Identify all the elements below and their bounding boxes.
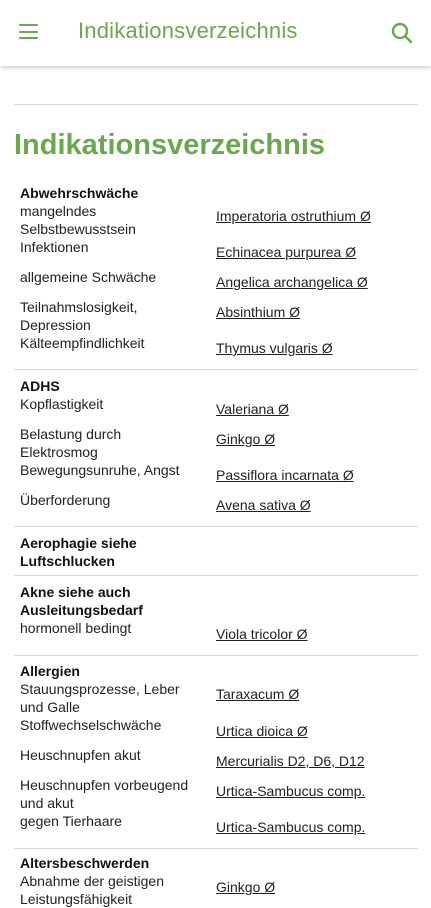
indication-text: gegen Tierhaare	[20, 813, 122, 829]
indication-text: Heuschnupfen akut	[20, 747, 141, 763]
remedy-link[interactable]: Avena sativa Ø	[216, 497, 311, 513]
section-divider	[14, 848, 418, 849]
remedy-link[interactable]: Passiflora incarnata Ø	[216, 467, 354, 483]
section-divider	[14, 575, 418, 576]
indication-text: Stoffwechselschwäche	[20, 717, 162, 733]
page-title: Indikationsverzeichnis	[14, 129, 326, 161]
section-heading: Abwehrschwäche	[20, 185, 139, 201]
indication-text: Kopflastigkeit	[20, 396, 104, 412]
remedy-link[interactable]: Valeriana Ø	[216, 401, 289, 417]
remedy-link[interactable]: Imperatoria ostruthium Ø	[216, 208, 371, 224]
remedy-link[interactable]: Urtica-Sambucus comp.	[216, 783, 366, 799]
remedy-link[interactable]: Urtica-Sambucus comp.	[216, 819, 366, 835]
remedy-link[interactable]: Absinthium Ø	[216, 304, 301, 320]
section-divider	[14, 655, 418, 656]
remedy-link[interactable]: Echinacea purpurea Ø	[216, 244, 357, 260]
remedy-link[interactable]: Taraxacum Ø	[216, 686, 300, 702]
remedy-link[interactable]: Angelica archangelica Ø	[216, 274, 368, 290]
app-bar	[0, 0, 431, 66]
indication-text: mangelndes Selbstbewusstsein	[20, 203, 136, 237]
top-divider	[14, 104, 418, 105]
section-heading: Allergien	[20, 663, 80, 679]
section-divider	[14, 526, 418, 527]
remedy-link[interactable]: Ginkgo Ø	[216, 879, 276, 895]
indication-text: Kälteempfindlichkeit	[20, 335, 145, 351]
indication-text: Teilnahmslosigkeit, Depression	[20, 299, 138, 333]
indication-text: Bewegungsunruhe, Angst	[20, 462, 180, 478]
section-heading: ADHS	[20, 378, 60, 394]
remedy-link[interactable]: Viola tricolor Ø	[216, 626, 308, 642]
indication-text: hormonell bedingt	[20, 620, 132, 636]
remedy-link[interactable]: Urtica dioica Ø	[216, 723, 308, 739]
section-divider	[14, 369, 418, 370]
indication-text: allgemeine Schwäche	[20, 269, 157, 285]
remedy-link[interactable]: Thymus vulgaris Ø	[216, 340, 333, 356]
indication-text: Belastung durch Elektrosmog	[20, 426, 122, 460]
app-bar-title: Indikationsverzeichnis	[78, 18, 298, 43]
search-icon[interactable]	[389, 20, 415, 46]
indication-text: Überforderung	[20, 492, 111, 508]
remedy-link[interactable]: Ginkgo Ø	[216, 431, 276, 447]
indication-text: Heuschnupfen vorbeugend und akut	[20, 777, 189, 811]
section-heading: Altersbeschwerden	[20, 855, 150, 871]
indication-text: Stauungsprozesse, Leber und Galle	[20, 681, 180, 715]
section-heading: Aerophagie siehe Luftschlucken	[20, 535, 137, 569]
hamburger-menu-icon[interactable]	[19, 24, 39, 40]
section-heading: Akne siehe auch Ausleitungsbedarf	[20, 584, 143, 618]
remedy-link[interactable]: Mercurialis D2, D6, D12	[216, 753, 365, 769]
indication-text: Infektionen	[20, 239, 89, 255]
indication-text: Abnahme der geistigen Leistungsfähigkeit	[20, 873, 164, 907]
